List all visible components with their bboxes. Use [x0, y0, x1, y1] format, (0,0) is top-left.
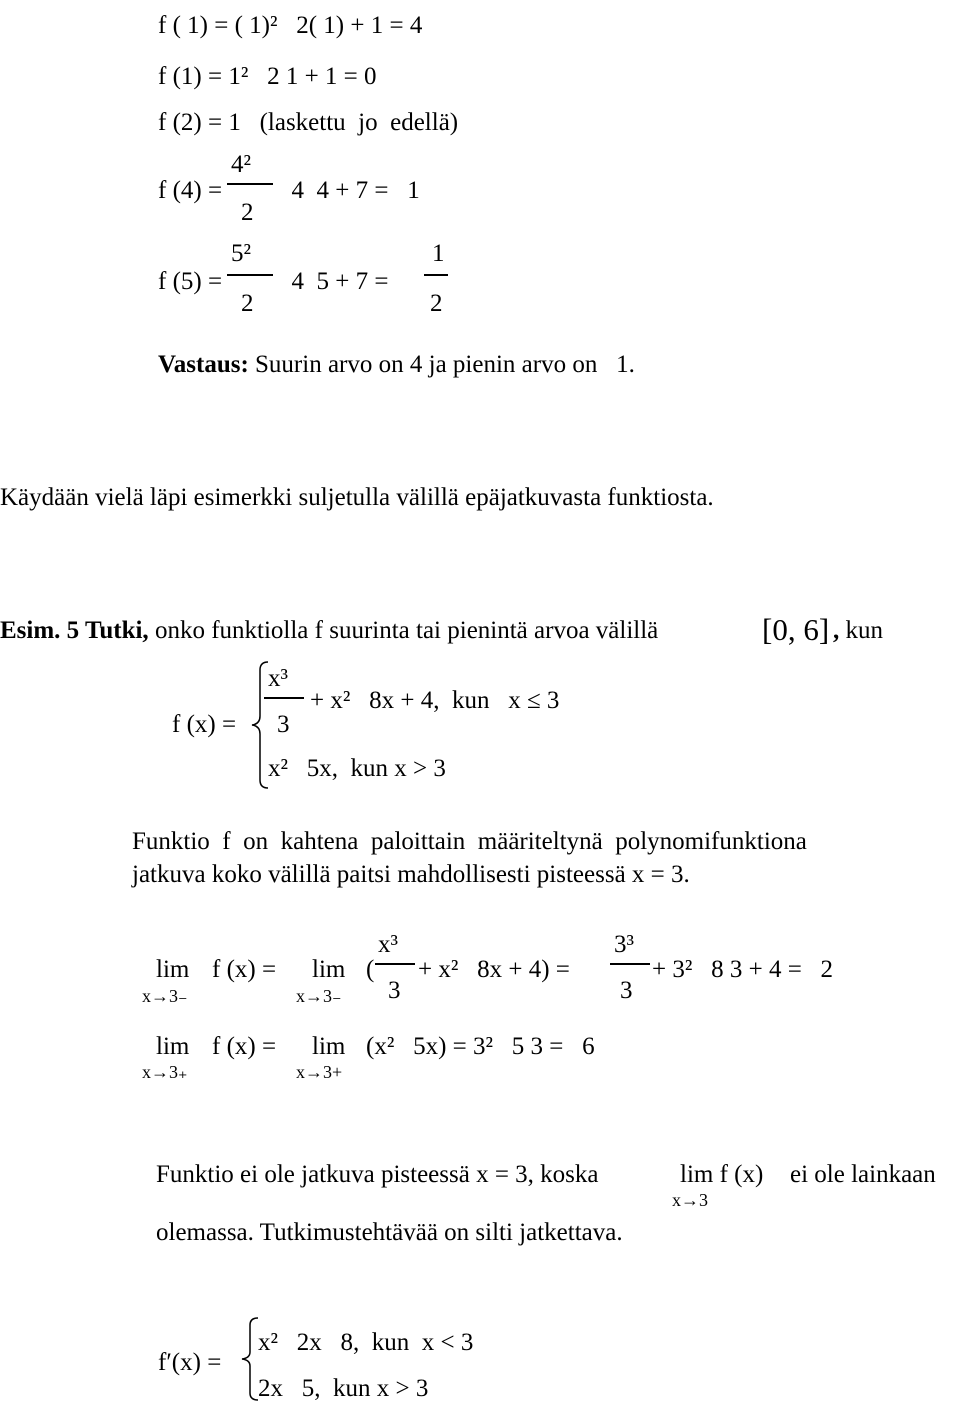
limit-middle: + x² 8x + 4) = [418, 956, 570, 983]
derivative-case1: x² 2x 8, kun x < 3 [258, 1329, 474, 1356]
eval-f-5-num: 5² [231, 240, 251, 267]
fraction-num: x³ [378, 931, 398, 958]
answer-text: Suurin arvo on 4 ja pienin arvo on 1. [248, 351, 635, 378]
fraction-bar [227, 274, 273, 276]
intro-text: Käydään vielä läpi esimerkki suljetulla välillä epäjatkuvasta funktiosta. [0, 484, 714, 511]
conclusion-limit: lim f (x) [680, 1161, 764, 1188]
eval-f-4-num: 4² [231, 151, 251, 178]
eval-f-4-rest: 4 4 + 7 = 1 [279, 177, 420, 204]
fraction-bar [264, 697, 304, 699]
limit-label: lim [156, 1033, 190, 1060]
limit-function: f (x) = [212, 1033, 277, 1060]
example-text: onko funktiolla f suurinta tai pienintä arvoa välillä [148, 617, 659, 644]
answer-label: Vastaus: [158, 351, 249, 378]
limit-subscript: x→3₋ [142, 986, 188, 1006]
piecewise-case1-den: 3 [277, 711, 290, 738]
derivative-case2: 2x 5, kun x > 3 [258, 1375, 429, 1402]
fraction-den: 3 [620, 977, 633, 1004]
eval-f-minus-1: f ( 1) = ( 1)² 2( 1) + 1 = 4 [158, 12, 423, 39]
limit-subscript: x→3+ [296, 1062, 343, 1082]
limit-label: lim [156, 956, 190, 983]
eval-f-5-rden: 2 [430, 290, 443, 317]
example-comma: , [833, 617, 840, 644]
eval-f-5-lhs: f (5) = [158, 268, 223, 295]
eval-f-2: f (2) = 1 (laskettu jo edellä) [158, 109, 459, 136]
example-tail [833, 618, 883, 643]
piecewise-lhs: f (x) = [172, 711, 237, 738]
limit-label: lim [312, 956, 346, 983]
limit-function: f (x) = [212, 956, 277, 983]
conclusion-line2: olemassa. Tutkimustehtävää on silti jatkettava. [156, 1219, 623, 1246]
fraction-num: 3³ [614, 931, 634, 958]
limit-subscript: x→3₊ [142, 1062, 188, 1082]
eval-f-5-rnum: 1 [432, 240, 445, 267]
example-label: Esim. 5 Tutki, [0, 617, 149, 644]
piecewise-case2: x² 5x, kun x > 3 [268, 755, 446, 782]
fraction-bar [375, 963, 415, 965]
piecewise-case1-rest: + x² 8x + 4, kun x ≤ 3 [310, 687, 560, 714]
conclusion-line1b: ei ole lainkaan [790, 1161, 936, 1188]
limit-expression: (x² 5x) = 3² 5 3 = 6 [366, 1033, 595, 1060]
example-interval: [0, 6] [762, 612, 830, 647]
example-heading [0, 618, 658, 643]
limit-end: + 3² 8 3 + 4 = 2 [652, 956, 834, 983]
limit-label: lim [312, 1033, 346, 1060]
continuity-line2: jatkuva koko välillä paitsi mahdollisesti pisteessä x = 3. [132, 861, 690, 888]
derivative-lhs: f′(x) = [158, 1349, 222, 1376]
conclusion-line1a: Funktio ei ole jatkuva pisteessä x = 3, koska [156, 1161, 599, 1188]
eval-f-5-rest: 4 5 + 7 = [279, 268, 389, 295]
continuity-line1: Funktio f on kahtena paloittain määriteltynä polynomifunktiona [132, 828, 807, 855]
fraction-den: 3 [388, 977, 401, 1004]
piecewise-case1-num: x³ [268, 665, 288, 692]
fraction-bar [424, 274, 448, 276]
conclusion-limit-subscript: x→3 [672, 1190, 708, 1210]
example-kun: kun [839, 617, 883, 644]
fraction-bar [610, 963, 650, 965]
eval-f-4-den: 2 [241, 199, 254, 226]
eval-f-1: f (1) = 1² 2 1 + 1 = 0 [158, 63, 377, 90]
fraction-bar [227, 183, 273, 185]
limit-subscript: x→3₋ [296, 986, 342, 1006]
eval-f-5-den: 2 [241, 290, 254, 317]
eval-f-4-lhs: f (4) = [158, 177, 223, 204]
answer-line [158, 352, 635, 377]
open-paren: ( [366, 956, 375, 983]
